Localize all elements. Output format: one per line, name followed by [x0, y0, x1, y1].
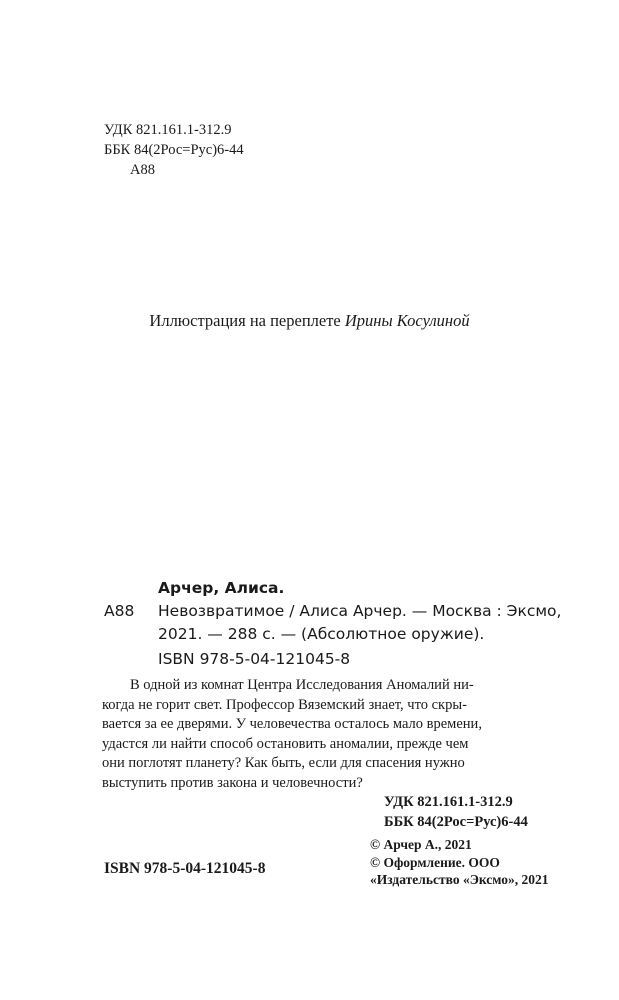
annotation-line: вается за ее дверями. У человечества осталось мало времени,: [102, 716, 482, 732]
annotation-text: [102, 676, 482, 793]
udk-code-bottom: УДК 821.161.1-312.9: [384, 794, 513, 810]
isbn-bottom: ISBN 978-5-04-121045-8: [104, 860, 266, 877]
copyright-publisher: «Издательство «Эксмо», 2021: [370, 872, 549, 887]
annotation-line: они поглотят планету? Как быть, если для спасения нужно: [102, 755, 465, 771]
bbk-code-bottom: ББК 84(2Рос=Рус)6-44: [384, 813, 528, 830]
copyright-author: © Арчер А., 2021: [370, 837, 472, 852]
illustration-credit: [0, 310, 619, 332]
catalog-imprint-line: 2021. — 288 с. — (Абсолютное оружие).: [158, 625, 485, 643]
bbk-code: ББК 84(2Рос=Рус)6-44: [104, 142, 244, 158]
catalog-isbn: ISBN 978-5-04-121045-8: [158, 650, 351, 668]
illustration-prefix: Иллюстрация на переплете: [149, 311, 341, 330]
annotation-line: выступить против закона и человечности?: [102, 774, 363, 791]
copyright-design: © Оформление. ООО: [370, 854, 500, 870]
author-mark: А88: [130, 162, 155, 178]
top-classification-codes: [104, 120, 244, 180]
illustrator-name: Ирины Косулиной: [344, 311, 470, 330]
udk-code: УДК 821.161.1-312.9: [104, 122, 232, 138]
annotation-line: удастся ли найти способ остановить аномалии, прежде чем: [102, 735, 469, 752]
catalog-author-mark: А88: [104, 602, 135, 620]
bottom-classification-codes: [384, 793, 528, 832]
annotation-line: когда не горит свет. Профессор Вяземский знает, что скры-: [102, 696, 467, 713]
copyright-block: [370, 836, 549, 889]
annotation-line: В одной из комнат Центра Исследования Аномалий ни-: [130, 677, 474, 693]
catalog-title-line: Невозвратимое / Алиса Арчер. — Москва : Эксмо,: [158, 602, 562, 620]
catalog-author: Арчер, Алиса.: [158, 579, 285, 597]
